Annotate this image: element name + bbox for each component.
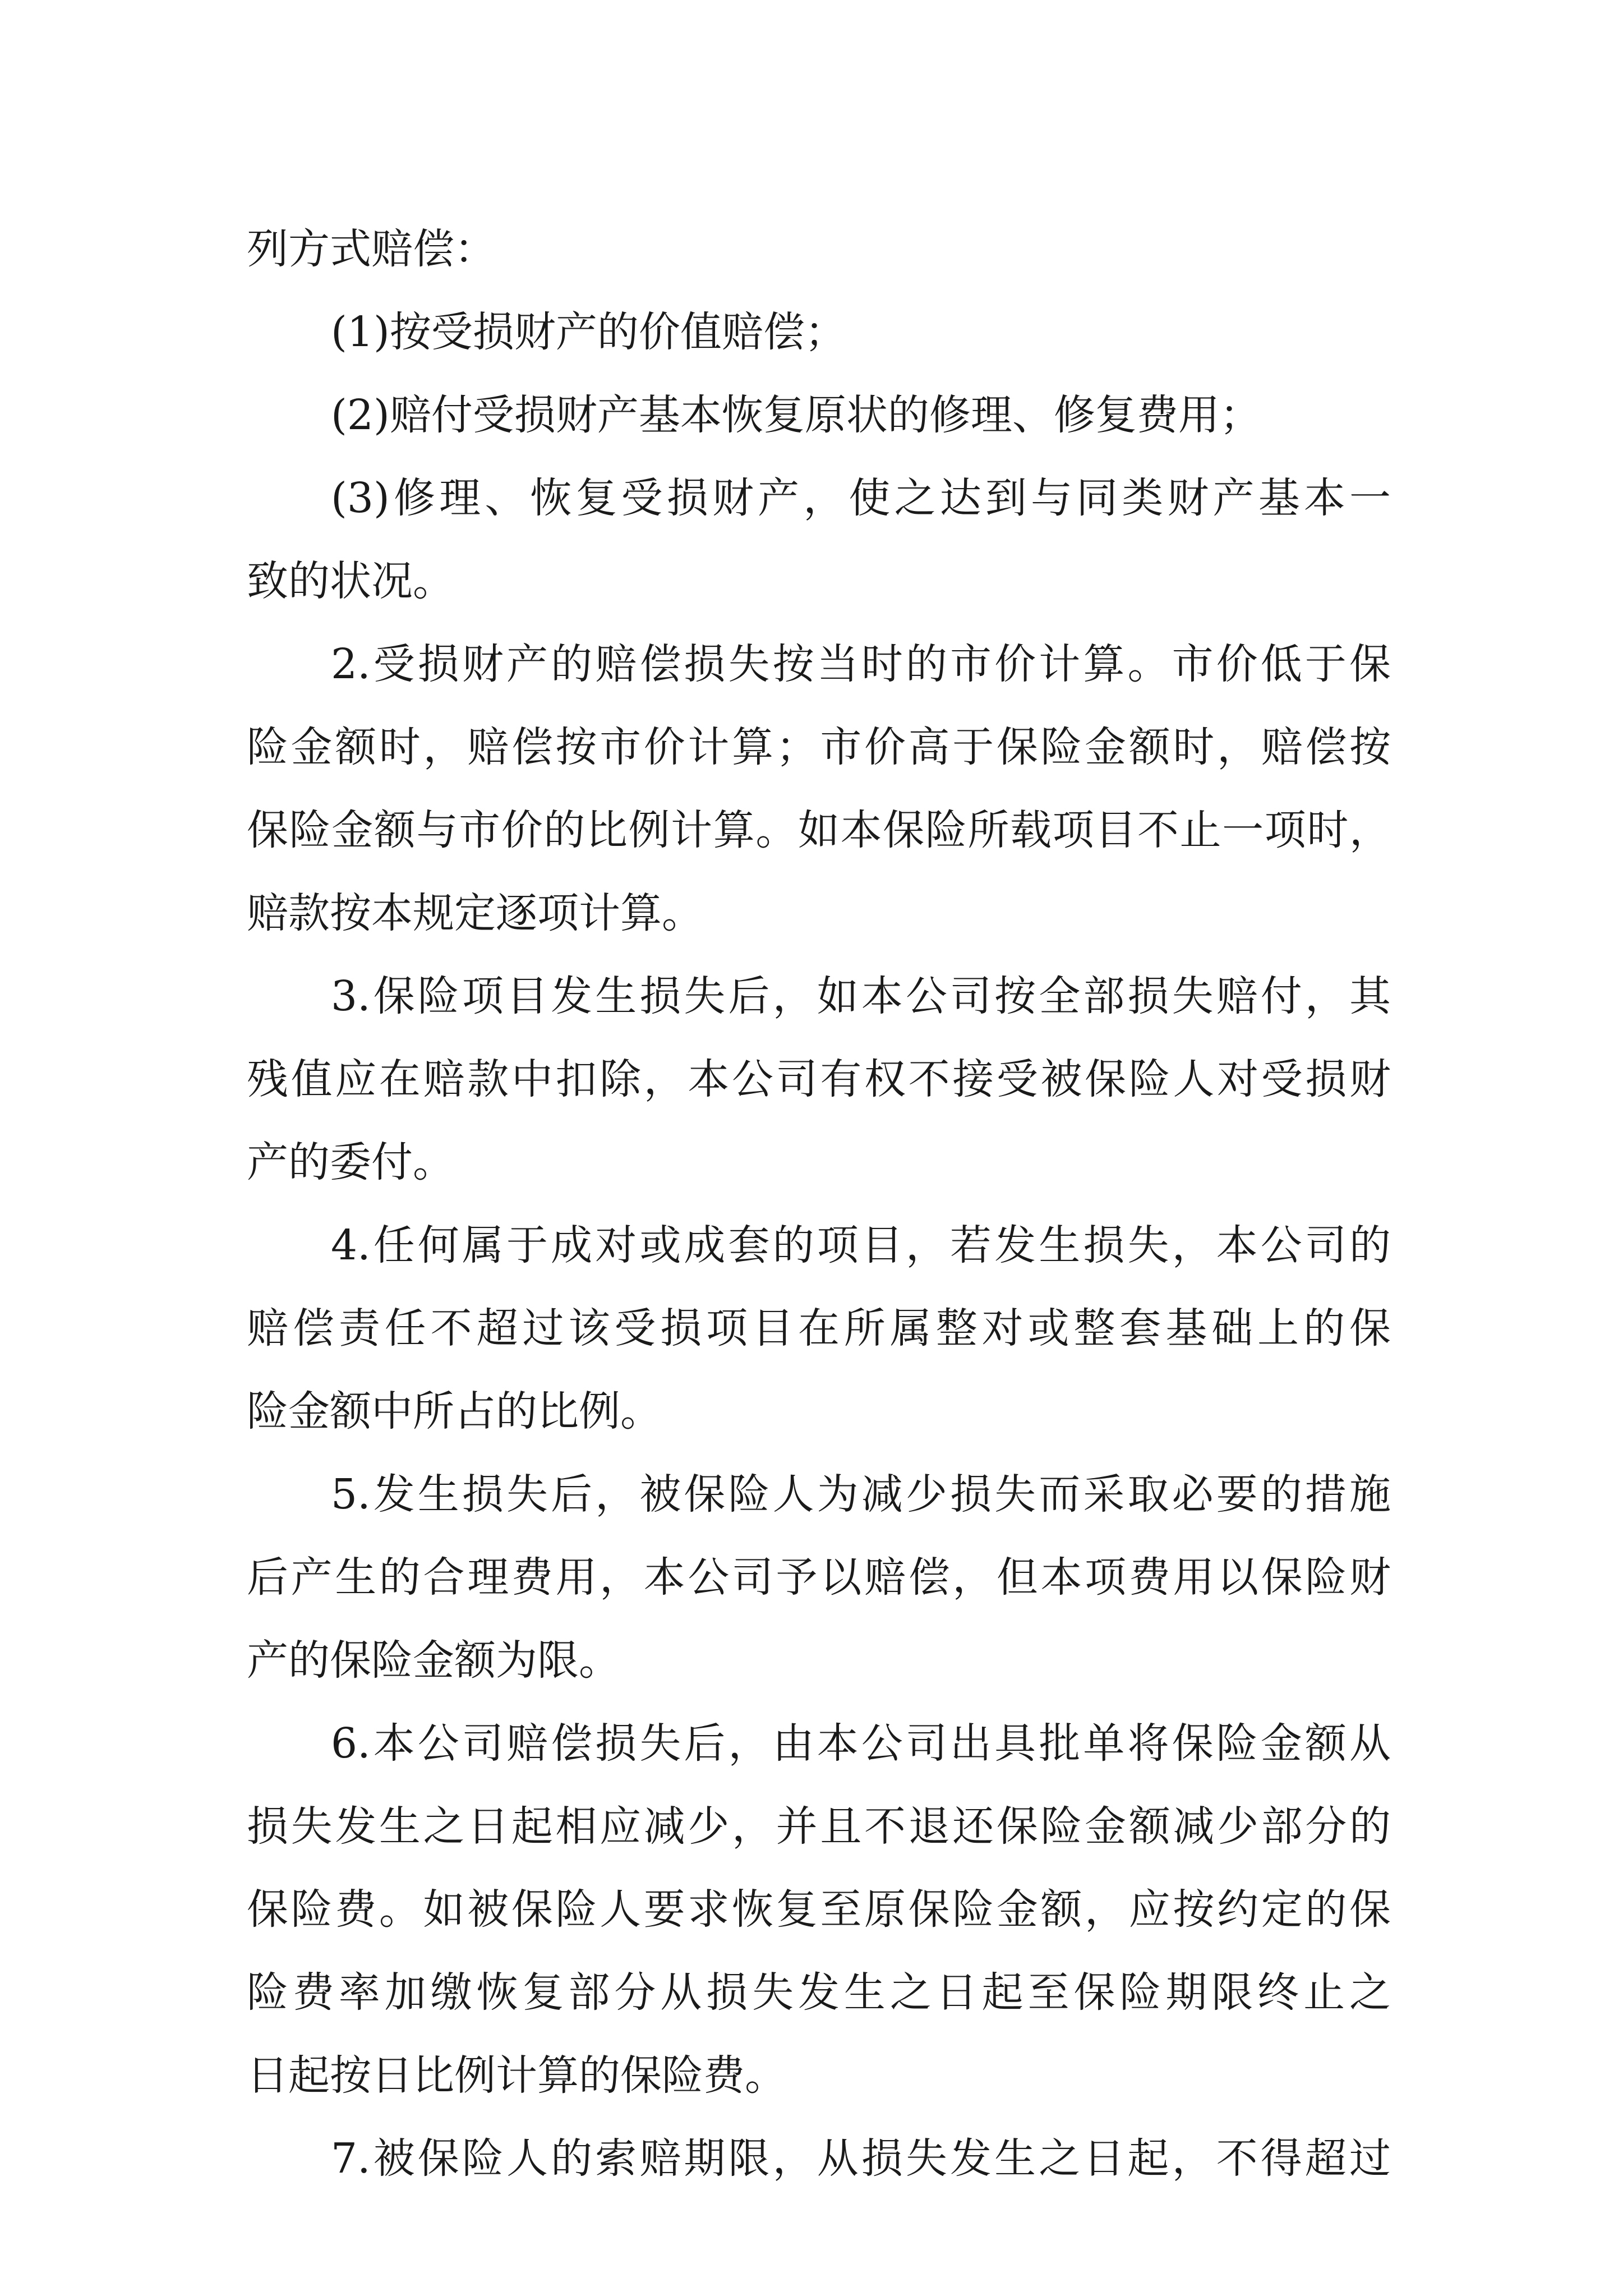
text-line: 保险金额与市价的比例计算。如本保险所载项目不止一项时， <box>247 806 1391 854</box>
text-line: 日起按日比例计算的保险费。 <box>247 2051 786 2100</box>
text-line: 5.发生损失后，被保险人为减少损失而采取必要的措施 <box>331 1470 1391 1519</box>
text-line: 赔偿责任不超过该受损项目在所属整对或整套基础上的保 <box>247 1304 1391 1352</box>
text-line: 后产生的合理费用，本公司予以赔偿，但本项费用以保险财 <box>247 1553 1391 1602</box>
text-line: (3)修理、恢复受损财产，使之达到与同类财产基本一 <box>331 474 1391 522</box>
text-line: (2)赔付受损财产基本恢复原状的修理、修复费用； <box>331 391 1261 439</box>
text-line: 保险费。如被保险人要求恢复至原保险金额，应按约定的保 <box>247 1885 1391 1934</box>
text-line: 赔款按本规定逐项计算。 <box>247 889 703 937</box>
text-line: 险费率加缴恢复部分从损失发生之日起至保险期限终止之 <box>247 1968 1391 2017</box>
text-line: 7.被保险人的索赔期限，从损失发生之日起，不得超过 <box>331 2134 1391 2183</box>
text-line: 4.任何属于成对或成套的项目，若发生损失，本公司的 <box>331 1221 1391 1269</box>
text-line: 列方式赔偿： <box>247 225 496 273</box>
text-line: 产的委付。 <box>247 1138 454 1186</box>
text-line: 险金额时，赔偿按市价计算；市价高于保险金额时，赔偿按 <box>247 723 1391 771</box>
text-line: (1)按受损财产的价值赔偿； <box>331 308 846 356</box>
text-line: 险金额中所占的比例。 <box>247 1387 662 1435</box>
text-line: 损失发生之日起相应减少，并且不退还保险金额减少部分的 <box>247 1802 1391 1851</box>
text-line: 3.保险项目发生损失后，如本公司按全部损失赔付，其 <box>331 972 1391 1020</box>
text-line: 2.受损财产的赔偿损失按当时的市价计算。市价低于保 <box>331 640 1391 688</box>
text-line: 致的状况。 <box>247 557 454 605</box>
text-line: 产的保险金额为限。 <box>247 1636 620 1685</box>
text-line: 残值应在赔款中扣除，本公司有权不接受被保险人对受损财 <box>247 1055 1391 1103</box>
text-line: 6.本公司赔偿损失后，由本公司出具批单将保险金额从 <box>331 1719 1391 1768</box>
document-body <box>247 208 1391 2200</box>
